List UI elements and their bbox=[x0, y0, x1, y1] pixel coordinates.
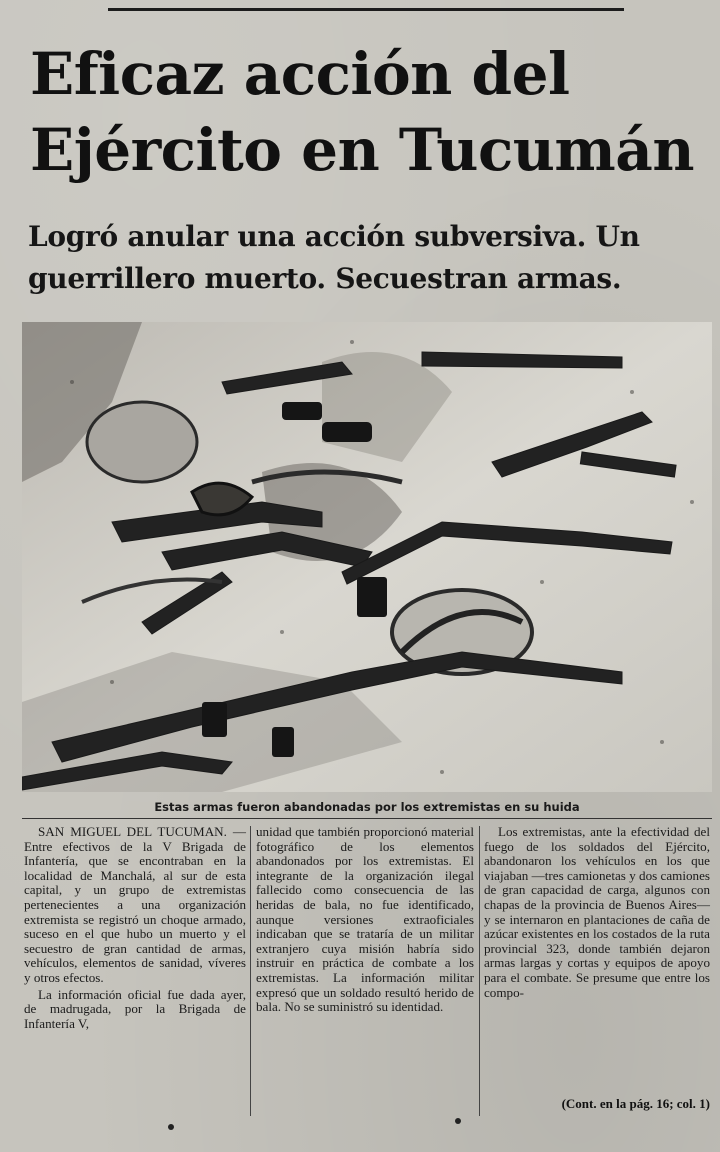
headline bbox=[30, 36, 710, 188]
column-1-paragraph-1: SAN MIGUEL DEL TUCUMAN. — Entre efectivos de la V Brigada de Infantería, que se encontraban en la localidad de Manchalá, al sur de esta capital, y un grupo de extremistas pertenecientes a una organización extremista se registró un choque armado, suceso en el que hubo un muerto y el secuestro de gran cantidad de armas, vehículos, elementos de sanidad, víveres y otros efectos. bbox=[24, 824, 246, 985]
subheadline-line-2: guerrillero muerto. Secuestran armas. bbox=[28, 262, 622, 295]
article-column-1 bbox=[24, 825, 246, 1031]
photo-caption: Estas armas fueron abandonadas por los extremistas en su huida bbox=[154, 800, 580, 814]
seized-weapons-photo bbox=[22, 322, 712, 792]
print-speck bbox=[168, 1124, 174, 1130]
column-3-paragraph-1: Los extremistas, ante la efectividad del fuego de los soldados del Ejército, abandonaron los vehículos en los que viajaban —tres camionetas y dos camiones de gran capacidad de carga, algunos con chapas de la provincia de Buenos Aires— y se internaron en plantaciones de caña de azúcar existentes en los costados de la ruta provincial 323, donde también dejaron armas largas y cortas y equipos de apoyo para el combate. Se presume que entre los compo- bbox=[484, 824, 710, 1000]
column-rule bbox=[479, 826, 480, 1116]
weapons-photo-illustration bbox=[22, 322, 712, 792]
headline-line-2: Ejército en Tucumán bbox=[30, 116, 695, 184]
subheadline-line-1: Logró anular una acción subversiva. Un bbox=[28, 220, 640, 253]
column-1-paragraph-2: La información oficial fue dada ayer, de madrugada, por la Brigada de Infantería V, bbox=[24, 986, 246, 1031]
subheadline bbox=[28, 216, 708, 300]
article-column-2 bbox=[256, 825, 474, 1015]
column-2-paragraph-1: unidad que también proporcionó material fotográfico de los elementos abandonados por los extremistas. El integrante de la organización ilegal fallecido como consecuencia de las heridas de bala, no fue identificado, aunque versiones extraoficiales indicaban que se trataría de un militar extranjero cuya misión habría sido instruir en práctica de combate a los extremistas. La información militar expresó que un soldado resultó herido de bala. No se suministró su identidad. bbox=[256, 824, 474, 1015]
print-speck bbox=[455, 1118, 461, 1124]
top-rule bbox=[108, 8, 624, 11]
column-rule bbox=[250, 826, 251, 1116]
article-column-3 bbox=[484, 825, 710, 1000]
caption-rule bbox=[22, 818, 712, 819]
continuation-note: (Cont. en la pág. 16; col. 1) bbox=[561, 1096, 710, 1111]
headline-line-1: Eficaz acción del bbox=[30, 40, 570, 108]
